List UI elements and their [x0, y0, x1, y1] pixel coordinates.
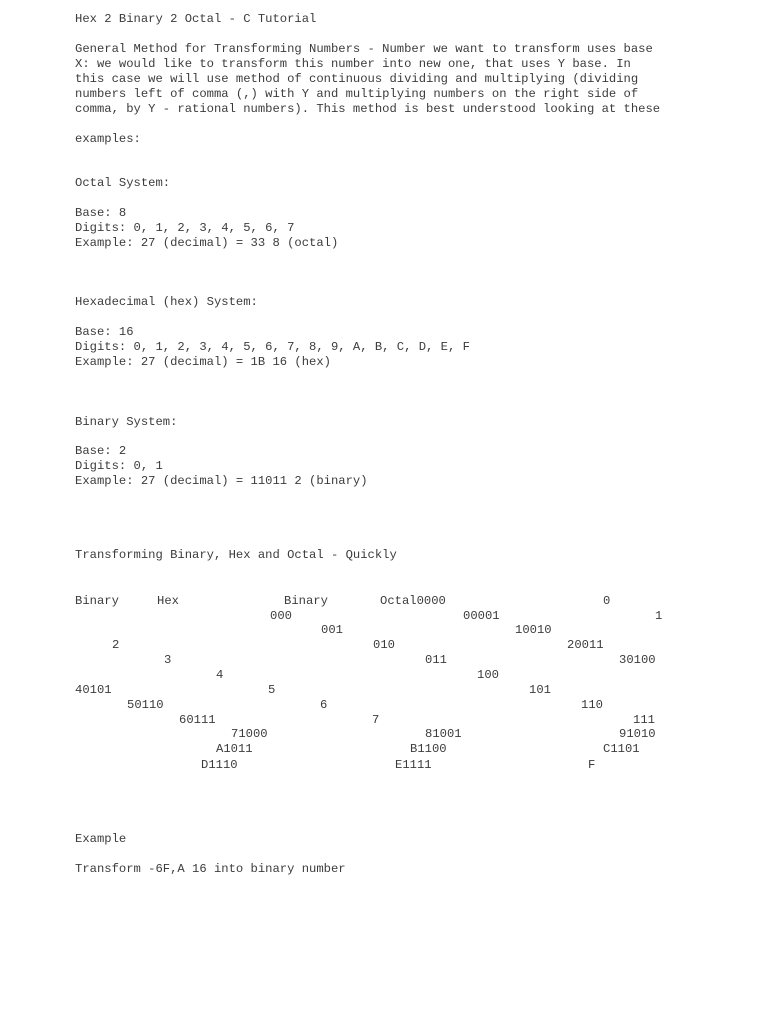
- table-fragment: 00001: [463, 609, 500, 623]
- intro-line: comma, by Y - rational numbers). This method is best understood looking at these: [75, 102, 661, 116]
- table-fragment: 001: [321, 623, 343, 637]
- octal-digits: Digits: 0, 1, 2, 3, 4, 5, 6, 7: [75, 221, 295, 235]
- table-fragment: A1011: [216, 742, 253, 756]
- table-fragment: B1100: [410, 742, 447, 756]
- octal-example: Example: 27 (decimal) = 33 8 (octal): [75, 236, 339, 250]
- table-fragment: 10010: [515, 623, 552, 637]
- binary-example: Example: 27 (decimal) = 11011 2 (binary): [75, 474, 368, 488]
- table-fragment: 40101: [75, 683, 112, 697]
- table-fragment: Binary: [75, 594, 119, 608]
- hex-digits: Digits: 0, 1, 2, 3, 4, 5, 6, 7, 8, 9, A, B, C, D, E, F: [75, 340, 470, 354]
- table-fragment: 100: [477, 668, 499, 682]
- binary-base: Base: 2: [75, 444, 127, 458]
- table-fragment: 1: [655, 609, 663, 623]
- table-fragment: 60111: [179, 713, 216, 727]
- table-fragment: 30100: [619, 653, 656, 667]
- intro-tail: examples:: [75, 132, 141, 146]
- octal-heading: Octal System:: [75, 176, 171, 190]
- table-fragment: 50110: [127, 698, 164, 712]
- table-fragment: E1111: [395, 758, 432, 772]
- intro-line: General Method for Transforming Numbers - Number we want to transform uses base: [75, 42, 653, 56]
- table-fragment: 4: [216, 668, 224, 682]
- table-fragment: Octal0000: [380, 594, 446, 608]
- table-fragment: 111: [633, 713, 655, 727]
- table-fragment: 2: [112, 638, 120, 652]
- hex-base: Base: 16: [75, 325, 134, 339]
- intro-line: this case we will use method of continuous dividing and multiplying (dividing: [75, 72, 639, 86]
- table-fragment: 000: [270, 609, 292, 623]
- example-heading: Example: [75, 832, 127, 846]
- table-fragment: 91010: [619, 727, 656, 741]
- table-fragment: Binary: [284, 594, 328, 608]
- binary-digits: Digits: 0, 1: [75, 459, 163, 473]
- table-fragment: 110: [581, 698, 603, 712]
- example-text: Transform -6F,A 16 into binary number: [75, 862, 346, 876]
- intro-line: numbers left of comma (,) with Y and multiplying numbers on the right side of: [75, 87, 639, 101]
- transform-heading: Transforming Binary, Hex and Octal - Quickly: [75, 548, 397, 562]
- binary-heading: Binary System:: [75, 415, 178, 429]
- intro-line: X: we would like to transform this number into new one, that uses Y base. In: [75, 57, 631, 71]
- table-fragment: 011: [425, 653, 447, 667]
- document-title: Hex 2 Binary 2 Octal - C Tutorial: [75, 12, 317, 26]
- table-fragment: 20011: [567, 638, 604, 652]
- table-fragment: 101: [529, 683, 551, 697]
- table-fragment: 6: [320, 698, 328, 712]
- table-fragment: 0: [603, 594, 611, 608]
- octal-base: Base: 8: [75, 206, 127, 220]
- table-fragment: D1110: [201, 758, 238, 772]
- hex-example: Example: 27 (decimal) = 1B 16 (hex): [75, 355, 331, 369]
- intro-paragraph: [75, 42, 660, 117]
- table-fragment: 5: [268, 683, 276, 697]
- table-fragment: 71000: [231, 727, 268, 741]
- hex-heading: Hexadecimal (hex) System:: [75, 295, 258, 309]
- table-fragment: 010: [373, 638, 395, 652]
- table-fragment: 7: [372, 713, 380, 727]
- table-fragment: Hex: [157, 594, 179, 608]
- table-fragment: 3: [164, 653, 172, 667]
- table-fragment: 81001: [425, 727, 462, 741]
- table-fragment: F: [588, 758, 596, 772]
- table-fragment: C1101: [603, 742, 640, 756]
